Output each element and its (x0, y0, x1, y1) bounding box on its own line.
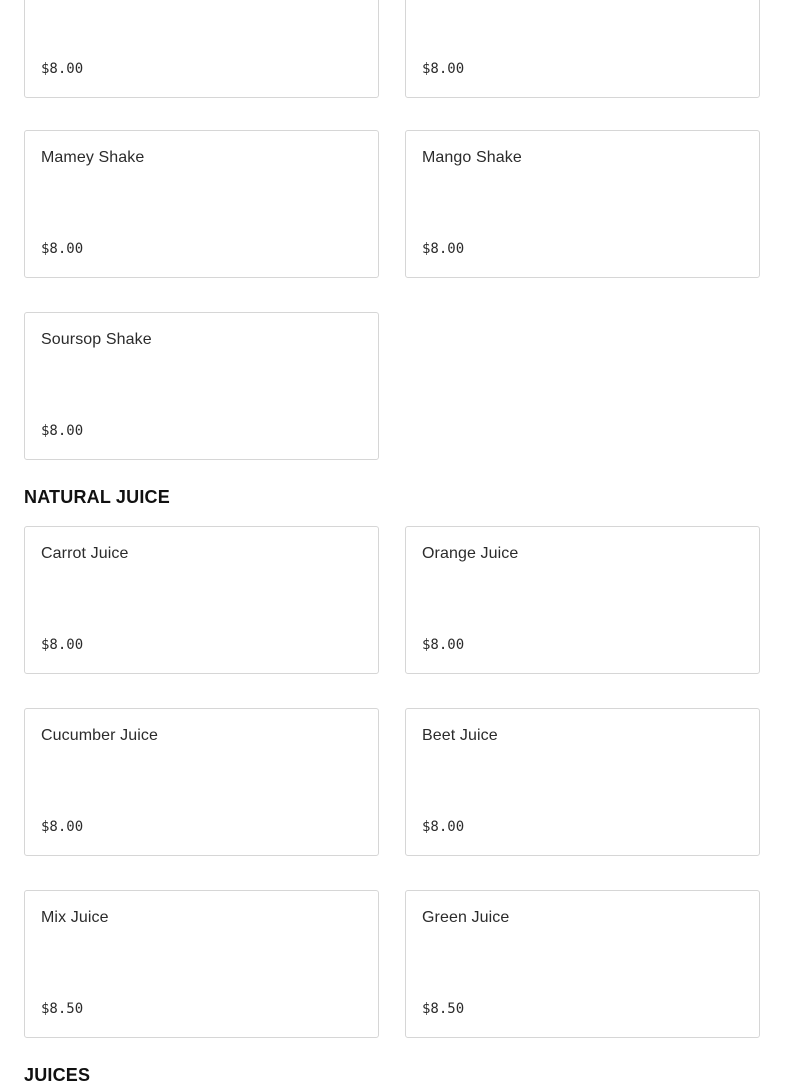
menu-item-price: $8.50 (41, 1001, 84, 1017)
menu-item-name: Mamey Shake (41, 149, 145, 166)
menu-item-price: $8.00 (41, 241, 84, 257)
menu-item-name: Orange Juice (422, 545, 519, 562)
menu-item-soursop-shake[interactable] (24, 312, 379, 460)
menu-item-name: Mango Shake (422, 149, 522, 166)
menu-item-orange-juice[interactable] (405, 526, 760, 674)
section-heading-natural-juice: NATURAL JUICE (24, 487, 170, 507)
menu-item-price: $8.00 (422, 241, 465, 257)
menu-item-green-juice[interactable] (405, 890, 760, 1038)
menu-item-cucumber-juice[interactable] (24, 708, 379, 856)
menu-item-carrot-juice[interactable] (24, 526, 379, 674)
menu-item-name: Cucumber Juice (41, 727, 159, 744)
menu-item-name: Soursop Shake (41, 331, 152, 348)
menu-item-card[interactable] (405, 0, 760, 98)
menu-item-price: $8.00 (422, 819, 465, 835)
menu-item-name: Carrot Juice (41, 545, 129, 562)
menu-item-price: $8.00 (422, 637, 465, 653)
menu-item-price: $8.00 (422, 61, 465, 77)
menu-item-name: Green Juice (422, 909, 510, 926)
menu-item-price: $8.50 (422, 1001, 465, 1017)
menu-item-mango-shake[interactable] (405, 130, 760, 278)
menu-item-mix-juice[interactable] (24, 890, 379, 1038)
menu-item-name: Mix Juice (41, 909, 109, 926)
menu-item-beet-juice[interactable] (405, 708, 760, 856)
menu-item-price: $8.00 (41, 637, 84, 653)
menu-item-name: Beet Juice (422, 727, 498, 744)
menu-item-price: $8.00 (41, 423, 84, 439)
menu-item-mamey-shake[interactable] (24, 130, 379, 278)
menu-item-price: $8.00 (41, 819, 84, 835)
menu-item-price: $8.00 (41, 61, 84, 77)
menu-item-card[interactable] (24, 0, 379, 98)
section-heading-juices: JUICES (24, 1065, 91, 1085)
